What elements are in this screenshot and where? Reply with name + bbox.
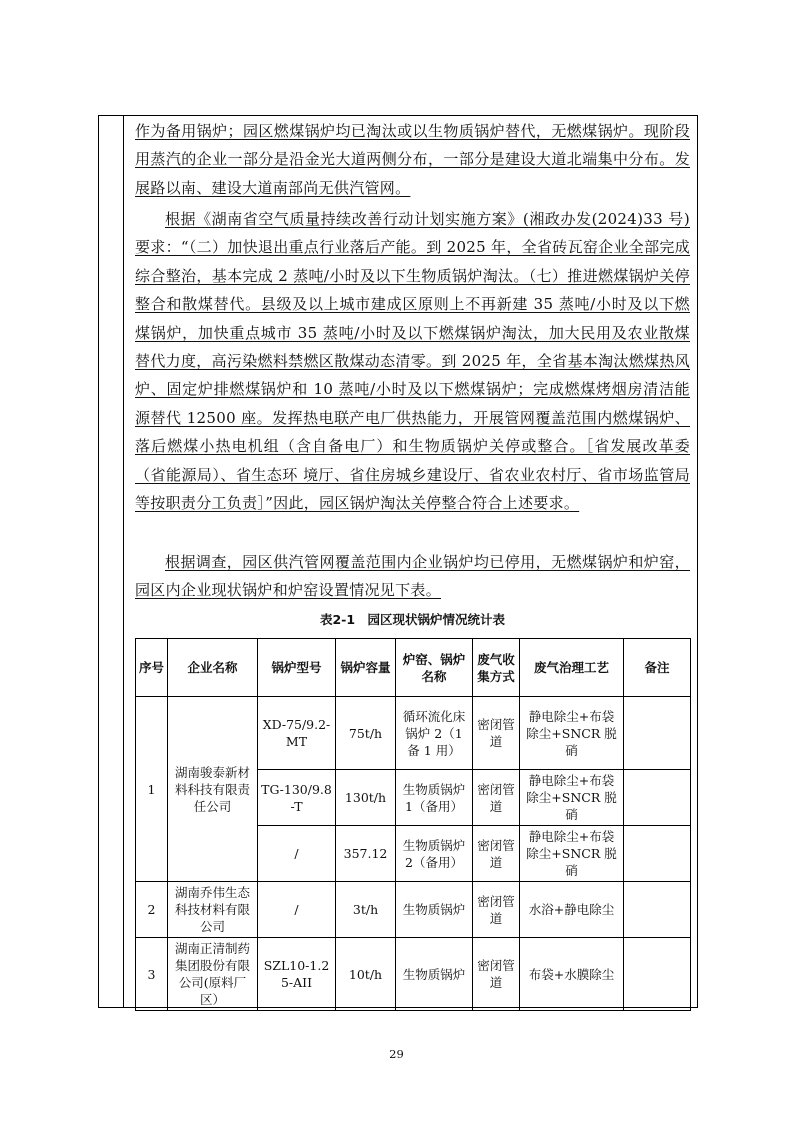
cell-model: SZL10-1.25-AII <box>258 938 336 1011</box>
cell-capacity: 357.12 <box>336 826 396 882</box>
header-treatment-process: 废气治理工艺 <box>520 639 624 697</box>
cell-model: XD-75/9.2-MT <box>258 697 336 770</box>
header-collection-method: 废气收集方式 <box>473 639 520 697</box>
table-header-row <box>136 639 691 697</box>
cell-company: 湖南骏泰新材料科技有限责任公司 <box>168 697 258 882</box>
header-furnace-name: 炉窑、锅炉名称 <box>396 639 473 697</box>
cell-treatment: 静电除尘+布袋除尘+SNCR 脱硝 <box>520 770 624 826</box>
cell-company: 湖南正清制药集团股份有限公司(原料厂区） <box>168 938 258 1011</box>
cell-capacity: 75t/h <box>336 697 396 770</box>
table-row <box>136 697 691 770</box>
cell-remarks <box>624 826 691 882</box>
cell-remarks <box>624 697 691 770</box>
table-row <box>136 882 691 938</box>
cell-furnace-name: 循环流化床锅炉 2（1 备 1 用） <box>396 697 473 770</box>
header-remarks: 备注 <box>624 639 691 697</box>
cell-serial: 2 <box>136 882 168 938</box>
header-boiler-model: 锅炉型号 <box>258 639 336 697</box>
left-margin-column-line <box>123 115 124 1008</box>
cell-model: TG-130/9.8-T <box>258 770 336 826</box>
header-boiler-capacity: 锅炉容量 <box>336 639 396 697</box>
header-serial: 序号 <box>136 639 168 697</box>
cell-model: / <box>258 826 336 882</box>
page-number: 29 <box>389 1047 404 1061</box>
cell-treatment: 水浴+静电除尘 <box>520 882 624 938</box>
table-row <box>136 938 691 1011</box>
cell-collection: 密闭管道 <box>473 826 520 882</box>
cell-collection: 密闭管道 <box>473 770 520 826</box>
cell-furnace-name: 生物质锅炉 2（备用） <box>396 826 473 882</box>
cell-serial: 3 <box>136 938 168 1011</box>
paragraph-steam-supply: 作为备用锅炉；园区燃煤锅炉均已淘汰或以生物质锅炉替代，无燃煤锅炉。现阶段用蒸汽的企业一部分是沿金光大道两侧分布，一部分是建设大道北端集中分布。发展路以南、建设大道南部尚无供汽管网。 <box>135 122 690 197</box>
paragraph-survey-results: 根据调查，园区供汽管网覆盖范围内企业锅炉均已停用，无燃煤锅炉和炉窑，园区内企业现状锅炉和炉窑设置情况见下表。 <box>135 553 690 600</box>
cell-treatment: 布袋+水膜除尘 <box>520 938 624 1011</box>
cell-capacity: 10t/h <box>336 938 396 1011</box>
cell-furnace-name: 生物质锅炉 <box>396 882 473 938</box>
cell-treatment: 静电除尘+布袋除尘+SNCR 脱硝 <box>520 697 624 770</box>
cell-furnace-name: 生物质锅炉 <box>396 938 473 1011</box>
cell-furnace-name: 生物质锅炉 1（备用） <box>396 770 473 826</box>
cell-capacity: 3t/h <box>336 882 396 938</box>
cell-company: 湖南乔伟生态科技材料有限公司 <box>168 882 258 938</box>
cell-remarks <box>624 882 691 938</box>
boiler-statistics-table <box>135 638 691 1011</box>
cell-collection: 密闭管道 <box>473 882 520 938</box>
cell-collection: 密闭管道 <box>473 697 520 770</box>
cell-remarks <box>624 770 691 826</box>
cell-treatment: 静电除尘+布袋除尘+SNCR 脱硝 <box>520 826 624 882</box>
table-caption: 表2-1 园区现状锅炉情况统计表 <box>319 612 506 627</box>
header-company: 企业名称 <box>168 639 258 697</box>
cell-remarks <box>624 938 691 1011</box>
cell-serial: 1 <box>136 697 168 882</box>
cell-collection: 密闭管道 <box>473 938 520 1011</box>
cell-capacity: 130t/h <box>336 770 396 826</box>
paragraph-policy-requirements: 根据《湖南省空气质量持续改善行动计划实施方案》(湘政办发(2024)33 号)要求：“（二）加快退出重点行业落后产能。到 2025 年，全省砖瓦窑企业全部完成综合整治，基本完成 2 蒸吨/小时及以下生物质锅炉淘汰。（七）推进燃煤锅炉关停整合和散煤替代。县级及以上城市建成区原则上不再新建 35 蒸吨/小时及以下燃煤锅炉，加快重点城市 35 蒸吨/小时及以下燃煤锅炉淘汰，加大民用及农业散煤替代力度，高污染燃料禁燃区散煤动态清零。到 2025 年，全省基本淘汰燃煤热风炉、固定炉排燃煤锅炉和 10 蒸吨/小时及以下燃煤锅炉；完成燃煤烤烟房清洁能源替代 12500 座。发挥热电联产电厂供热能力，开展管网覆盖范围内燃煤锅炉、落后燃煤小热电机组（含自备电厂）和生物质锅炉关停或整合。［省发展改革委（省能源局）、省生态环 境厅、省住房城乡建设厅、省农业农村厅、省市场监管局等按职责分工负责］”因此，园区锅炉淘汰关停整合符合上述要求。 <box>135 210 690 513</box>
cell-model: / <box>258 882 336 938</box>
